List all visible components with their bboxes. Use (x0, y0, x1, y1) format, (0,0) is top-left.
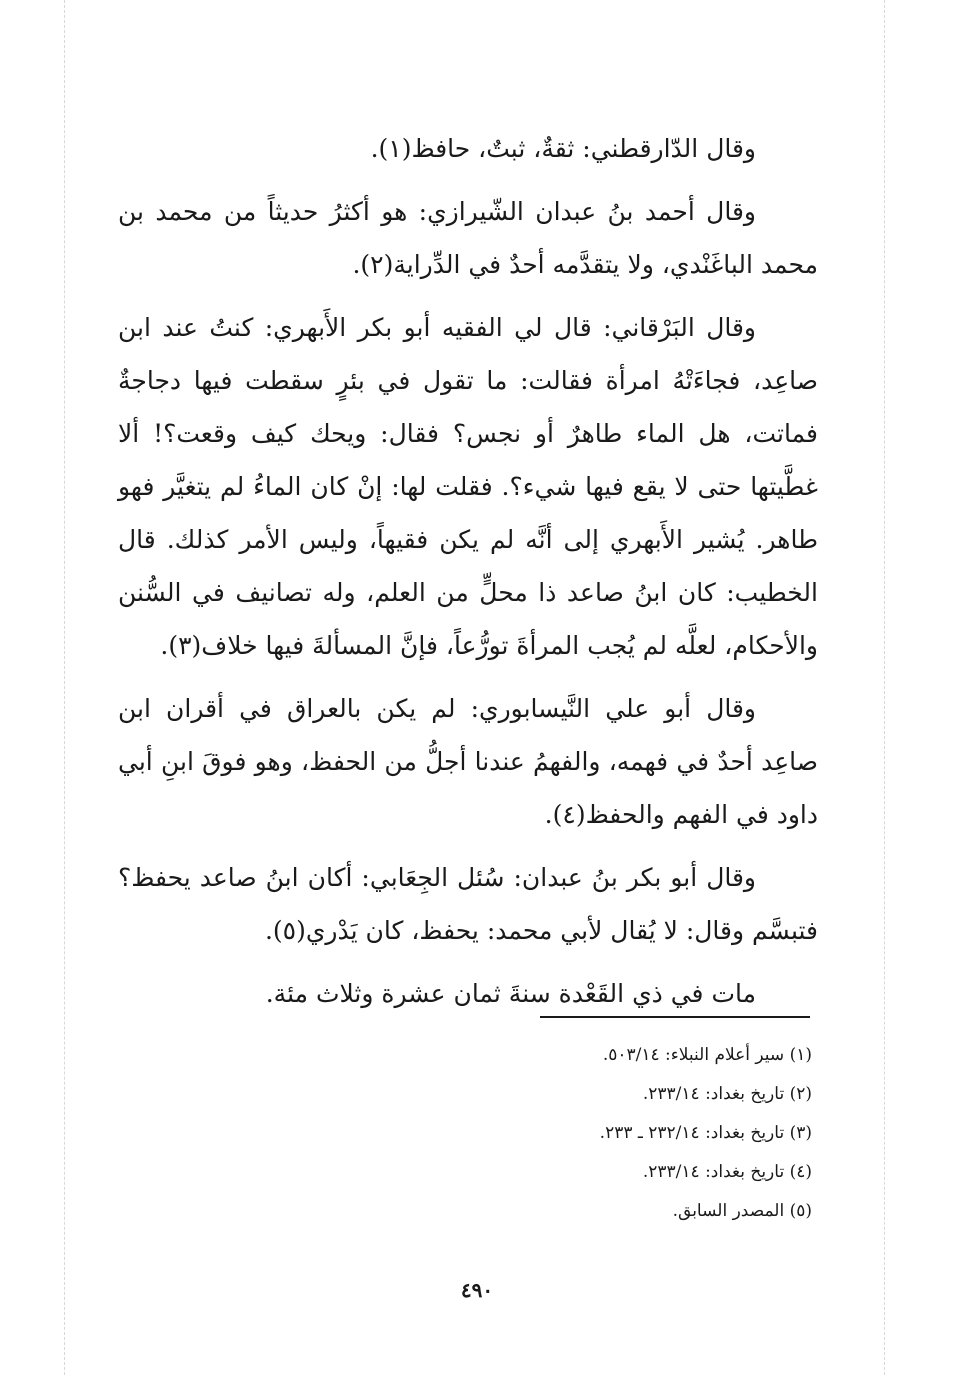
page-number: ٤٩٠ (460, 1278, 494, 1302)
footnote-5: (٥) المصدر السابق. (672, 1201, 812, 1221)
paragraph-death: مات في ذي القَعْدة سنةَ ثمان عشرة وثلاث مئة. (265, 979, 756, 1008)
paragraph-barqani: وقال البَرْقاني: قال لي الفقيه أبو بكر الأَبهري: كنتُ عند ابن صاعِد، فجاءَتْهُ امرأة فقالت: ما تقول في بئرٍ سقطت فيها دجاجةٌ فماتت، هل الماء طاهرٌ أو نجس؟ فقال: ويحك كيف وقعت؟! ألا غطَّيتها حتى لا يقع فيها شيء؟. فقلت لها: إنْ كان الماءُ لم يتغيَّر فهو طاهر. يُشير الأَبهري إلى أنَّه لم يكن فقيهاً، وليس الأمر كذلك. قال الخطيب: كان ابنُ صاعد ذا محلٍّ من العلم، وله تصانيف في السُّنن والأحكام، لعلَّه لم يُجب المرأةَ تورُّعاً، فإنَّ المسألةَ فيها خلاف(٣). (118, 313, 818, 660)
scan-artifact-right (884, 0, 885, 1375)
footnotes-list (420, 1036, 812, 1231)
paragraph-shirazi: وقال أحمد بنُ عبدان الشّيرازي: هو أكثرُ حديثاً من محمد بن محمد الباغَنْدي، ولا يتقدَّمه أحدٌ في الدِّراية(٢). (118, 197, 818, 279)
footnote-2: (٢) تاريخ بغداد: ٢٣٣/١٤. (642, 1084, 812, 1104)
footnote-1: (١) سير أعلام النبلاء: ٥٠٣/١٤. (602, 1045, 812, 1065)
footnote-separator (540, 1016, 810, 1018)
page-body (118, 122, 818, 1020)
paragraph-daraqutni: وقال الدّارقطني: ثقةٌ، ثبتٌ، حافظ(١). (370, 134, 756, 163)
paragraph-abu-bakr: وقال أبو بكر بنُ عبدان: سُئل الجِعَابي: أكان ابنُ صاعد يحفظ؟ فتبسَّم وقال: لا يُقال لأبي محمد: يحفظ، كان يَدْري(٥). (118, 863, 818, 945)
footnote-4: (٤) تاريخ بغداد: ٢٣٣/١٤. (642, 1162, 812, 1182)
footnote-3: (٣) تاريخ بغداد: ٢٣٢/١٤ ـ ٢٣٣. (599, 1123, 812, 1143)
scan-artifact-left (64, 0, 65, 1375)
paragraph-naysaburi: وقال أبو علي النَّيسابوري: لم يكن بالعراق في أقران ابن صاعِد أحدٌ في فهمه، والفهمُ عندنا أجلُّ من الحفظ، وهو فوقَ ابنِ أبي داود في الفهم والحفظ(٤). (118, 694, 818, 829)
